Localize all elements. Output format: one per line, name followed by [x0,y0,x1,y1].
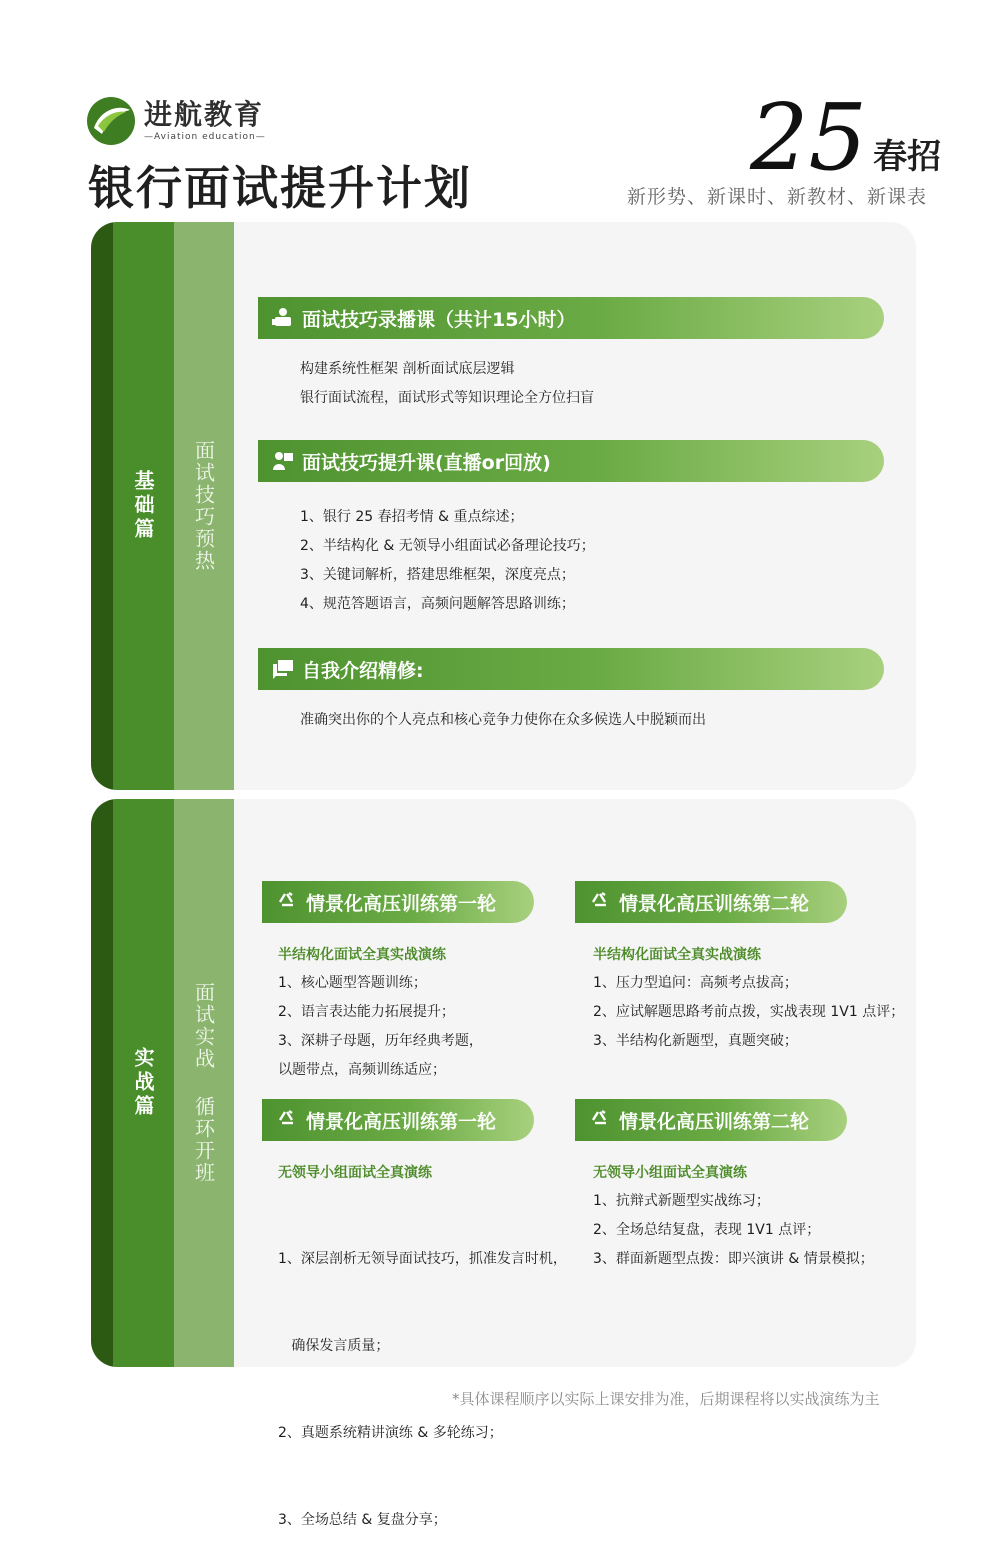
training-round-banner [262,1099,534,1141]
card-text [593,969,904,1056]
brand-name: 进航教育 [144,98,265,131]
season-tagline: 新形势、新课时、新教材、新课表 [627,186,928,208]
card-text [278,1187,567,1564]
text-line: 3、全场总结 & 复盘分享； [278,1512,447,1528]
footnote: *具体课程顺序以实际上课安排为准，后期课程将以实战演练为主 [452,1390,880,1408]
recycle-icon [274,1108,300,1132]
season-badge [750,84,942,191]
training-round-banner [575,1099,847,1141]
text-line: 1、核心题型答题训练； [278,975,427,991]
text-line: 4、规范答题语言，高频问题解答思路训练； [300,596,575,612]
banner-title: 面试技巧提升课(直播or回放) [302,451,551,474]
brand-logo [86,96,266,146]
text-line: 确保发言质量； [278,1338,390,1354]
text-line: 2、全场总结复盘，表现 1V1 点评； [593,1222,821,1238]
training-round-banner [575,881,847,923]
section-label: 基础篇 [131,470,155,542]
text-line: 1、抗辩式新题型实战练习； [593,1193,770,1209]
section-sublabel: 面试实战 循环开班 [191,982,216,1184]
block-text [300,503,595,619]
page-title: 银行面试提升计划 [88,161,472,215]
card-subtitle: 半结构化面试全真实战演练 [593,947,761,963]
text-line: 2、真题系统精讲演练 & 多轮练习； [278,1425,503,1441]
text-line: 1、深层剖析无领导面试技巧，抓准发言时机， [278,1251,567,1267]
text-line: 1、压力型追问：高频考点拔高； [593,975,798,991]
card-subtitle: 无领导小组面试全真演练 [593,1165,747,1181]
teacher-icon [270,449,296,473]
text-line: 银行面试流程，面试形式等知识理论全方位扫盲 [300,390,594,406]
chat-icon [270,657,296,681]
block-text [300,706,706,735]
text-line: 构建系统性框架 剖析面试底层逻辑 [300,361,515,377]
text-line: 2、语言表达能力拓展提升； [278,1004,455,1020]
recycle-icon [587,890,613,914]
section-sublabel-column [174,222,234,790]
card-text [278,969,483,1085]
season-number: 25 [750,84,868,191]
text-line: 3、群面新题型点拨：即兴演讲 & 情景模拟； [593,1251,874,1267]
text-line: 3、半结构化新题型，真题突破； [593,1033,798,1049]
section-sublabel-column [174,799,234,1367]
banner-title: 面试技巧录播课（共计15小时） [302,308,576,331]
leaf-logo-icon [86,96,136,146]
recycle-icon [274,890,300,914]
section-edge-bar [91,799,113,1367]
card-subtitle: 半结构化面试全真实战演练 [278,947,446,963]
banner-title: 情景化高压训练第二轮 [619,1110,810,1133]
banner-title: 情景化高压训练第一轮 [306,1110,497,1133]
self-intro-banner [258,648,884,690]
banner-title: 自我介绍精修: [302,659,424,682]
section-sublabel: 面试技巧预热 [191,440,216,572]
season-label: 春招 [873,137,942,177]
brand-english-name: —Aviation education— [144,132,266,142]
banner-title: 情景化高压训练第一轮 [306,892,497,915]
text-line: 3、关键词解析，搭建思维框架，深度亮点； [300,567,575,583]
card-subtitle: 无领导小组面试全真演练 [278,1165,432,1181]
text-line: 2、半结构化 & 无领导小组面试必备理论技巧； [300,538,595,554]
recorded-course-banner [258,297,884,339]
text-line: 2、应试解题思路考前点拨，实战表现 1V1 点评； [593,1004,905,1020]
section-edge-bar [91,222,113,790]
section-label-column [113,222,174,790]
block-text [300,355,594,413]
card-text [593,1187,874,1274]
section-label-column [113,799,174,1367]
text-line: 1、银行 25 春招考情 & 重点综述； [300,509,524,525]
banner-title: 情景化高压训练第二轮 [619,892,810,915]
recycle-icon [587,1108,613,1132]
training-round-banner [262,881,534,923]
section-label: 实战篇 [131,1047,155,1119]
text-line: 准确突出你的个人亮点和核心竞争力使你在众多候选人中脱颖而出 [300,712,706,728]
text-line: 以题带点，高频训练适应； [278,1062,446,1078]
skills-course-banner [258,440,884,482]
text-line: 3、深耕子母题，历年经典考题， [278,1033,483,1049]
presenter-icon [270,306,296,330]
